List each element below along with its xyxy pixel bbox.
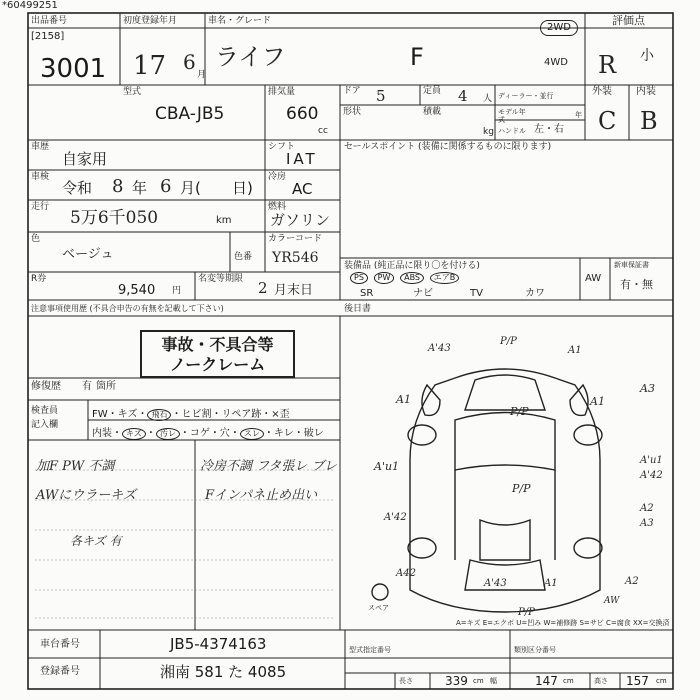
diag-label-1: P/P bbox=[500, 336, 517, 347]
hand-note-5: Fインパネ止め出い bbox=[205, 488, 318, 503]
inspection-label: 車検 bbox=[31, 172, 50, 182]
shape-label: 形状 bbox=[343, 107, 362, 117]
ins-rub: スレ bbox=[240, 428, 264, 440]
diag-label-14: A2 bbox=[625, 576, 639, 587]
equip-navi: ナビ bbox=[413, 288, 433, 299]
ins-stain: 汚レ bbox=[156, 428, 180, 440]
width-label: 幅 bbox=[490, 677, 497, 685]
repair-history-value: 有 bbox=[82, 381, 92, 392]
inspection-year-unit: 年 bbox=[132, 179, 148, 197]
diag-label-9: A'42 bbox=[640, 470, 663, 481]
ins-crack: ヒビ割 bbox=[181, 409, 212, 420]
ins-fw: FW bbox=[92, 409, 108, 420]
interior-grade: B bbox=[640, 107, 658, 135]
registration-month-unit: 月 bbox=[197, 70, 207, 80]
engine-label: 排気量 bbox=[268, 87, 296, 97]
diag-label-4: A1 bbox=[590, 395, 605, 408]
model-value: CBA-JB5 bbox=[155, 104, 225, 124]
equip-leather: カワ bbox=[525, 288, 545, 299]
ins-warp: ×歪 bbox=[271, 409, 290, 420]
registration-month: 6 bbox=[183, 50, 196, 74]
color-code: YR546 bbox=[272, 250, 319, 266]
diag-label-10: P/P bbox=[512, 482, 531, 495]
recycle-unit: 円 bbox=[172, 286, 182, 296]
diag-label-2: A1 bbox=[568, 345, 582, 356]
length-unit: cm bbox=[473, 677, 484, 685]
usage-label: 車歴 bbox=[31, 142, 50, 152]
chassis-label: 車台番号 bbox=[40, 639, 80, 650]
diag-label-12: A'42 bbox=[384, 512, 407, 523]
name-change-unit: 月末日 bbox=[274, 283, 314, 298]
equip-airbag: エアB bbox=[430, 272, 460, 284]
hand-note-2: AWにウラーキズ bbox=[36, 488, 136, 503]
ins-interior: 内装 bbox=[92, 428, 112, 439]
mileage-value: 5万6千050 bbox=[70, 208, 159, 228]
diag-label-16: A'43 bbox=[484, 578, 507, 589]
chassis-number: JB5-4374163 bbox=[170, 635, 267, 653]
width-unit: cm bbox=[563, 677, 574, 685]
cooling-label: 冷房 bbox=[268, 172, 287, 182]
color-no-label: 色番 bbox=[234, 252, 253, 262]
drive-4wd-option: 4WD bbox=[544, 57, 568, 68]
color-value: ベージュ bbox=[62, 247, 114, 262]
ins-burn: コゲ bbox=[189, 428, 210, 439]
diag-label-6: P/P bbox=[510, 405, 529, 418]
plate-label: 登録番号 bbox=[40, 666, 80, 677]
height-unit: cm bbox=[656, 677, 667, 685]
inspector-row-2: 内装・ キズ ・ 汚レ ・コゲ・穴・ スレ ・キレ・破レ bbox=[92, 428, 324, 439]
cooling-value: AC bbox=[292, 180, 313, 198]
equip-sr: SR bbox=[360, 288, 374, 299]
mileage-label: 走行 bbox=[31, 202, 50, 212]
lot-number: 3001 bbox=[40, 54, 107, 84]
top-number: *60499251 bbox=[2, 0, 58, 11]
inspection-day-unit: 日) bbox=[232, 179, 253, 197]
diag-label-3: A1 bbox=[396, 393, 411, 406]
shift-label: シフト bbox=[268, 142, 296, 152]
equip-ps: PS bbox=[350, 272, 368, 284]
diag-label-0: A'43 bbox=[428, 343, 451, 354]
capacity-label: 定員 bbox=[423, 86, 442, 96]
capacity-unit: 人 bbox=[483, 94, 493, 104]
capacity-value: 4 bbox=[458, 87, 468, 105]
repair-history-suffix: 箇所 bbox=[96, 381, 116, 392]
fuel-value: ガソリン bbox=[270, 211, 331, 229]
car-grade: F bbox=[410, 43, 424, 71]
lot-sub: [2158] bbox=[31, 31, 65, 42]
new-car-warranty-label: 新車保証書 bbox=[614, 261, 649, 269]
height-label: 高さ bbox=[594, 677, 608, 685]
mileage-unit: km bbox=[216, 215, 232, 226]
recycle-value: 9,540 bbox=[118, 283, 156, 298]
equipment-label: 装備品 (純正品に限り〇を付ける) bbox=[344, 261, 480, 271]
equipment-options bbox=[350, 272, 580, 284]
inspector-label-1: 検査員 bbox=[31, 406, 59, 416]
diag-label-19: AW bbox=[604, 596, 620, 606]
inspector-row-1: FW・キズ・ 飛石 ・ヒビ割・リペア跡・×歪 bbox=[92, 409, 290, 420]
score-value: R bbox=[598, 51, 617, 79]
damage-legend: A=キズ E=エクボ U=凹み W=補修跡 S=サビ C=腐食 XX=交換済 bbox=[456, 619, 670, 627]
inspection-month: 6 bbox=[160, 176, 172, 197]
inspection-era: 令和 bbox=[62, 179, 93, 197]
equip-pw: PW bbox=[374, 272, 395, 284]
car-name-label: 車名・グレード bbox=[208, 16, 272, 26]
handle-label: ハンドル bbox=[498, 127, 526, 135]
diag-label-17: A1 bbox=[544, 578, 558, 589]
class-number-label: 類別区分番号 bbox=[514, 646, 556, 654]
ins-int-scratch: キズ bbox=[122, 428, 146, 440]
notes-label: 注意事項使用歴 (不具合申告の有無を記載して下さい) bbox=[31, 304, 224, 313]
ins-scratch: キズ bbox=[117, 409, 138, 420]
plate-number: 湘南 581 た 4085 bbox=[160, 663, 287, 681]
model-year-unit: 年 bbox=[575, 111, 582, 119]
type-designation-label: 型式指定番号 bbox=[349, 646, 391, 654]
inspector-label-2: 記入欄 bbox=[31, 420, 59, 430]
load-label: 積載 bbox=[423, 107, 442, 117]
ins-cut: キレ bbox=[273, 428, 294, 439]
length-label: 長さ bbox=[399, 677, 413, 685]
width-value: 147 bbox=[535, 674, 558, 688]
diag-label-15: A42 bbox=[396, 568, 416, 579]
dealer-label: ディーラー・並行 bbox=[498, 92, 554, 100]
diag-label-11: A2 bbox=[640, 503, 654, 514]
hand-note-4: 冷房不調 フタ張レ ブレ bbox=[200, 459, 337, 474]
fuel-label: 燃料 bbox=[268, 202, 287, 212]
load-unit: kg bbox=[483, 127, 494, 137]
drive-2wd-option: 2WD bbox=[540, 20, 578, 36]
claim-stamp bbox=[140, 330, 295, 378]
length-value: 339 bbox=[445, 674, 468, 688]
claim-stamp-line2: ノークレーム bbox=[169, 355, 266, 374]
exterior-label: 外装 bbox=[592, 86, 612, 97]
recycle-label: R券 bbox=[31, 274, 47, 284]
score-label: 評価点 bbox=[612, 14, 645, 27]
sales-point-label: セールスポイント (装備に関係するものに限ります) bbox=[344, 142, 552, 152]
ins-repair: リペア跡 bbox=[221, 409, 262, 420]
score-note: 小 bbox=[640, 48, 654, 64]
doors-value: 5 bbox=[376, 87, 386, 105]
color-code-label: カラーコード bbox=[268, 234, 323, 244]
exterior-grade: C bbox=[598, 107, 617, 135]
ins-hole: 穴 bbox=[219, 428, 230, 439]
diag-label-7: A'u1 bbox=[374, 460, 400, 473]
color-label: 色 bbox=[31, 234, 41, 244]
hand-note-3: 各キズ 有 bbox=[70, 534, 122, 548]
handle-value: 左・右 bbox=[534, 124, 564, 135]
shift-value: IAT bbox=[286, 150, 318, 168]
ins-chip: 飛石 bbox=[147, 409, 171, 421]
model-label: 型式 bbox=[123, 87, 142, 97]
equip-aw: AW bbox=[585, 273, 602, 284]
diag-label-5: A3 bbox=[640, 382, 655, 395]
doors-label: ドア bbox=[343, 86, 361, 96]
equip-abs: ABS bbox=[400, 272, 424, 284]
height-value: 157 bbox=[626, 674, 649, 688]
usage-value: 自家用 bbox=[62, 150, 108, 168]
aftermarket-label: 後日書 bbox=[344, 304, 372, 314]
car-name: ライフ bbox=[215, 43, 286, 71]
inspection-month-unit: 月( bbox=[180, 179, 201, 197]
new-car-warranty-value: 有・無 bbox=[620, 278, 653, 291]
registration-label: 初度登録年月 bbox=[123, 16, 178, 26]
engine-unit: cc bbox=[318, 126, 328, 136]
diag-label-8: A'u1 bbox=[640, 455, 663, 466]
equip-tv: TV bbox=[470, 288, 483, 299]
inspection-year: 8 bbox=[112, 176, 124, 197]
interior-label: 内装 bbox=[636, 86, 656, 97]
diag-label-13: A3 bbox=[640, 518, 654, 529]
ins-tear: 破レ bbox=[303, 428, 324, 439]
spare-tire-label: スペア bbox=[368, 604, 389, 612]
name-change-label: 名変等期限 bbox=[198, 274, 244, 284]
hand-note-1: 加F PW 不調 bbox=[36, 459, 115, 474]
engine-value: 660 bbox=[286, 104, 319, 124]
registration-year: 17 bbox=[133, 51, 167, 81]
diag-label-18: P/P bbox=[518, 607, 535, 618]
model-year-label: モデル年式 bbox=[498, 108, 526, 124]
lot-label: 出品番号 bbox=[31, 16, 68, 26]
claim-stamp-line1: 事故・不具合等 bbox=[161, 335, 274, 354]
repair-history-label: 修復歴 bbox=[31, 381, 61, 392]
name-change-month: 2 bbox=[258, 279, 268, 297]
